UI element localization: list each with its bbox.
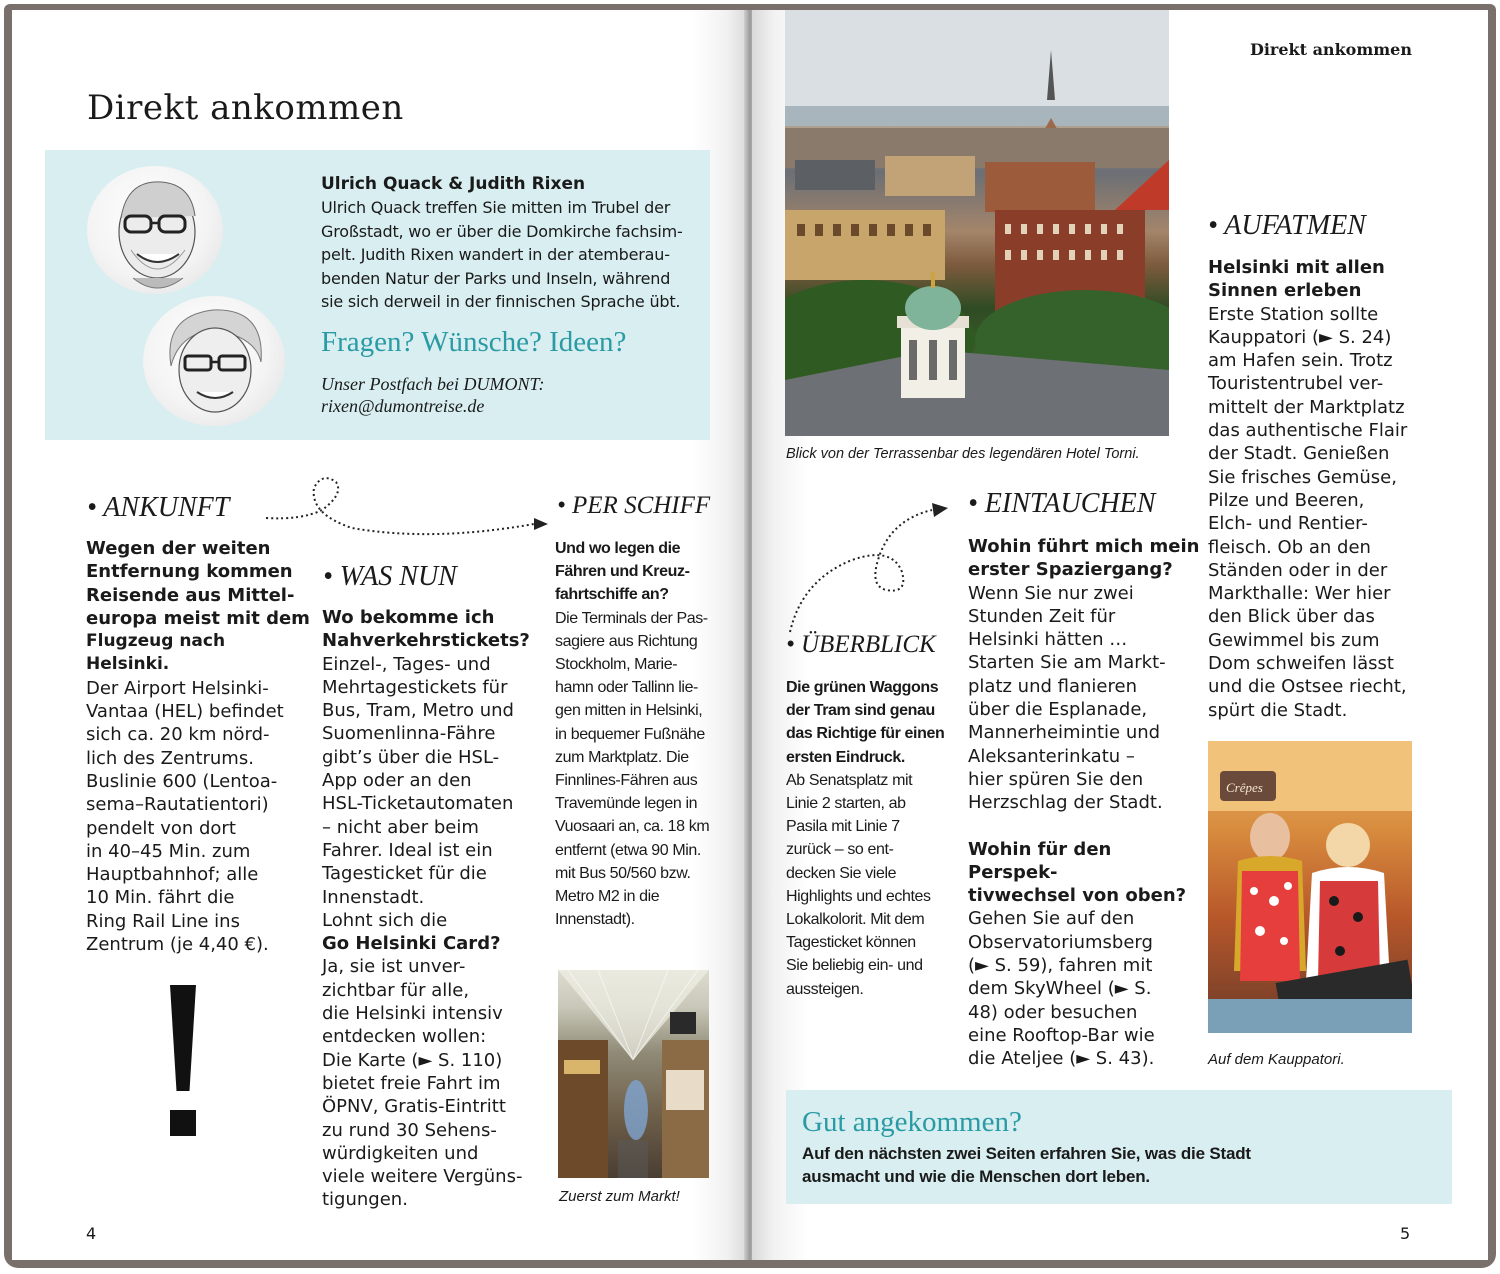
page-number-left: 4 <box>86 1224 97 1243</box>
ueberblick-text-line: aussteigen. <box>786 980 864 998</box>
ankunft-column <box>86 537 311 956</box>
was-nun-text-line: die Helsinki intensiv <box>322 1003 503 1025</box>
aufatmen-text-line: Kauppatori (► S. 24) <box>1208 326 1392 348</box>
kauppatori-photo <box>1208 741 1412 1033</box>
aufatmen-text-line: fleisch. Ob an den <box>1208 536 1371 558</box>
eintauchen-text-line: Stunden Zeit für <box>968 605 1116 627</box>
ueberblick-text-line: Linie 2 starten, ab <box>786 795 906 813</box>
was-nun-text-line: entdecken wollen: <box>322 1026 487 1048</box>
ankunft-bold-line: Wegen der weiten <box>86 538 271 559</box>
author-portrait-judith <box>143 296 285 426</box>
per-schiff-text-line: in bequemer Fußnähe <box>555 725 705 743</box>
mailbox-label: Unser Postfach bei DUMONT: <box>321 373 545 394</box>
ueberblick-text-line: Sie beliebig ein- und <box>786 957 923 975</box>
kauppatori-caption: Auf dem Kauppatori. <box>1208 1051 1345 1068</box>
ueberblick-bold-line: Die grünen Waggons <box>786 679 939 696</box>
authors-text-line: pelt. Judith Rixen wandert in der atemberau- <box>321 245 670 264</box>
was-nun-text-line: Lohnt sich die <box>322 909 448 931</box>
per-schiff-text-line: Metro M2 in die <box>555 888 660 906</box>
ueberblick-text-line: Pasila mit Linie 7 <box>786 818 900 836</box>
ueberblick-text-line: zurück – so ent- <box>786 841 894 859</box>
eintauchen-text-line: (► S. 59), fahren mit <box>968 955 1153 977</box>
was-nun-text-line: Mehrtagestickets für <box>322 676 508 698</box>
ankunft-text-line: in 40–45 Min. zum <box>86 840 251 862</box>
aufatmen-bold-line: Sinnen erleben <box>1208 280 1362 302</box>
was-nun-text-line: zichtbar für alle, <box>322 979 470 1001</box>
authors-text-line: benden Natur der Parks und Inseln, während <box>321 268 671 288</box>
per-schiff-text-line: Travemünde legen in <box>555 795 698 813</box>
aufatmen-text-line: spürt die Stadt. <box>1208 699 1348 721</box>
heading-was-nun: • WAS NUN <box>323 561 457 592</box>
heading-per-schiff: • PER SCHIFF <box>557 492 711 519</box>
aufatmen-text-line: den Blick über das <box>1208 606 1375 628</box>
was-nun-text-line: bietet freie Fahrt im <box>322 1072 501 1094</box>
eintauchen-column <box>968 535 1200 1071</box>
aufatmen-text-line: Sie frisches Gemüse, <box>1208 466 1397 488</box>
eintauchen-bold-line: erster Spaziergang? <box>968 559 1173 581</box>
page-title: Direkt ankommen <box>87 88 404 128</box>
right-page <box>752 10 1488 1260</box>
eintauchen-text-line: Mannerheimintie und <box>968 722 1161 744</box>
aufatmen-text-line: der Stadt. Genießen <box>1208 443 1390 465</box>
helsinki-skyline-photo <box>785 10 1169 436</box>
aufatmen-text-line: Gewimmel bis zum <box>1208 629 1380 651</box>
was-nun-text-line: zu rund 30 Sehens- <box>322 1119 497 1141</box>
ankunft-bold-line: Entfernung kommen <box>86 561 293 583</box>
eintauchen-text-line: Aleksanterinkatu – <box>968 745 1135 767</box>
exclamation-mark-icon <box>170 985 196 1091</box>
per-schiff-text-line: entfernt (etwa 90 Min. <box>555 841 701 859</box>
heading-eintauchen: • EINTAUCHEN <box>968 488 1156 519</box>
eintauchen-bold-line: Wohin führt mich mein <box>968 536 1200 557</box>
ankunft-text-line: Vantaa (HEL) befindet <box>86 701 284 723</box>
aufatmen-column <box>1208 256 1426 722</box>
per-schiff-text-line: mit Bus 50/560 bzw. <box>555 864 691 882</box>
aufatmen-text-line: Markthalle: Wer hier <box>1208 583 1391 605</box>
authors-box <box>45 150 710 440</box>
per-schiff-text-line: Die Terminals der Pas- <box>555 609 708 627</box>
market-caption: Zuerst zum Markt! <box>559 1188 680 1205</box>
authors-text-line: Ulrich Quack treffen Sie mitten im Trubel der <box>321 198 671 217</box>
page-number-right: 5 <box>1400 1224 1411 1243</box>
contact-email[interactable]: rixen@dumontreise.de <box>321 395 485 416</box>
per-schiff-text-line: gen mitten in Helsinki, <box>555 702 703 720</box>
aufatmen-text-line: Dom schweifen lässt <box>1208 653 1394 675</box>
authors-text-line: sie sich derweil in der finnischen Sprache übt. <box>321 292 681 311</box>
aufatmen-text-line: das authentische Flair <box>1208 420 1408 442</box>
was-nun-text-line: – nicht aber beim <box>322 816 479 838</box>
was-nun-text-line: ÖPNV, Gratis-Eintritt <box>322 1096 506 1118</box>
was-nun-text-line: tigungen. <box>322 1189 408 1211</box>
aufatmen-text-line: Touristentrubel ver- <box>1208 373 1384 395</box>
ueberblick-bold-line: der Tram sind genau <box>786 702 935 720</box>
ankunft-text-line: Ring Rail Line ins <box>86 910 240 932</box>
aufatmen-text-line: Elch- und Rentier- <box>1208 513 1368 535</box>
authors-text <box>321 196 706 314</box>
was-nun-bold-line: Wo bekomme ich <box>322 607 495 628</box>
ankunft-text-line: Zentrum (je 4,40 €). <box>86 934 269 956</box>
ankunft-text-line: lich des Zentrums. <box>86 747 254 769</box>
ankunft-text-line: Buslinie 600 (Lentoa- <box>86 770 278 792</box>
bottom-box-line: ausmacht und wie die Menschen dort leben. <box>802 1167 1150 1186</box>
ankunft-text-line: pendelt von dort <box>86 817 236 839</box>
eintauchen-text-line: die Ateljee (► S. 43). <box>968 1048 1155 1070</box>
was-nun-text-line: Innenstadt. <box>322 886 425 908</box>
bottom-box-line: Auf den nächsten zwei Seiten erfahren Sie, was die Stadt <box>802 1144 1251 1163</box>
was-nun-column <box>322 606 547 1212</box>
ueberblick-bold-line: ersten Eindruck. <box>786 748 905 766</box>
author-portrait-ulrich <box>87 166 223 294</box>
bottom-box-text <box>802 1142 1251 1188</box>
was-nun-text-line: würdigkeiten und <box>322 1142 479 1164</box>
authors-text-line: Großstadt, wo er über die Domkirche fachsim- <box>321 221 683 241</box>
paragraph-gap <box>968 815 1200 838</box>
per-schiff-text-line: Innenstadt). <box>555 911 635 929</box>
eintauchen-text-line: dem SkyWheel (► S. <box>968 978 1152 1000</box>
heading-ankunft: • ANKUNFT <box>87 492 230 523</box>
was-nun-text-line: Tagesticket für die <box>322 863 487 885</box>
per-schiff-text-line: hamn oder Tallinn lie- <box>555 679 698 697</box>
dotted-arrow-ueberblick <box>782 490 962 640</box>
aufatmen-text-line: mittelt der Marktplatz <box>1208 396 1405 418</box>
ankunft-text-line: sich ca. 20 km nörd- <box>86 724 270 746</box>
stall-sign-text: Crêpes <box>1226 780 1263 795</box>
was-nun-text-line: gibt’s über die HSL- <box>322 746 500 768</box>
ueberblick-text-line: decken Sie viele <box>786 864 897 882</box>
eintauchen-text-line: Starten Sie am Markt- <box>968 652 1166 674</box>
was-nun-text-line: HSL-Ticketautomaten <box>322 793 514 815</box>
ankunft-text-line: Hauptbahnhof; alle <box>86 864 259 886</box>
ankunft-text-line: 10 Min. fährt die <box>86 887 235 909</box>
left-page <box>12 10 748 1260</box>
eintauchen-text-line: 48) oder besuchen <box>968 1001 1138 1023</box>
ueberblick-text-line: Highlights und echtes <box>786 887 931 905</box>
aufatmen-text-line: und die Ostsee riecht, <box>1208 676 1407 698</box>
was-nun-text-line: Die Karte (► S. 110) <box>322 1049 503 1071</box>
was-nun-text-line: Ja, sie ist unver- <box>322 956 466 978</box>
heading-ueberblick: • ÜBERBLICK <box>786 631 936 658</box>
aufatmen-text-line: am Hafen sein. Trotz <box>1208 350 1393 372</box>
eintauchen-text-line: Observatoriumsberg <box>968 931 1153 953</box>
was-nun-bold-line: Nahverkehrstickets? <box>322 630 530 652</box>
aufatmen-text-line: Erste Station sollte <box>1208 303 1379 325</box>
per-schiff-text-line: sagiere aus Richtung <box>555 632 698 650</box>
was-nun-text-line: App oder an den <box>322 770 472 792</box>
per-schiff-text-line: Stockholm, Marie- <box>555 656 678 674</box>
ankunft-bold-line: Flugzeug nach Helsinki. <box>86 631 226 675</box>
per-schiff-text-line: Finnlines-Fähren aus <box>555 772 698 790</box>
per-schiff-column <box>555 537 725 931</box>
heading-aufatmen: • AUFATMEN <box>1208 210 1366 241</box>
per-schiff-bold-line: Und wo legen die <box>555 540 681 557</box>
eintauchen-text-line: Gehen Sie auf den <box>968 908 1135 930</box>
was-nun-text-line: Suomenlinna-Fähre <box>322 723 496 745</box>
ankunft-text-line: sema–Rautatientori) <box>86 794 269 816</box>
eintauchen-bold-line: tivwechsel von oben? <box>968 885 1187 907</box>
ankunft-bold-line: Reisende aus Mittel- <box>86 584 295 606</box>
eintauchen-text-line: eine Rooftop-Bar wie <box>968 1024 1155 1046</box>
per-schiff-bold-line: Fähren und Kreuz- <box>555 563 690 581</box>
per-schiff-text-line: Vuosaari an, ca. 18 km <box>555 818 710 836</box>
eintauchen-text-line: platz und flanieren <box>968 675 1137 697</box>
ankunft-bold-line: europa meist mit dem <box>86 607 310 629</box>
eintauchen-text-line: hier spüren Sie den <box>968 768 1144 790</box>
market-hall-photo <box>558 970 709 1178</box>
bottom-box-title: Gut angekommen? <box>802 1106 1022 1138</box>
ueberblick-text-line: Tagesticket können <box>786 934 916 952</box>
per-schiff-bold-line: fahrtschiffe an? <box>555 586 669 604</box>
eintauchen-text-line: Herzschlag der Stadt. <box>968 792 1163 814</box>
aufatmen-text-line: Pilze und Beeren, <box>1208 489 1365 511</box>
eintauchen-text-line: Helsinki hätten … <box>968 629 1128 651</box>
exclamation-dot-icon <box>170 1110 196 1136</box>
skyline-caption: Blick von der Terrassenbar des legendären Hotel Torni. <box>786 446 1140 462</box>
was-nun-text-line: Fahrer. Ideal ist ein <box>322 839 493 861</box>
ueberblick-column <box>786 676 956 1001</box>
bottom-info-box <box>786 1090 1452 1204</box>
eintauchen-bold-line: Wohin für den Perspek- <box>968 838 1112 883</box>
eintauchen-text-line: über die Esplanade, <box>968 699 1148 721</box>
ueberblick-text-line: Lokalkolorit. Mit dem <box>786 911 925 929</box>
ueberblick-bold-line: das Richtige für einen <box>786 725 945 743</box>
ueberblick-text-line: Ab Senatsplatz mit <box>786 771 913 789</box>
per-schiff-text-line: zum Marktplatz. Die <box>555 748 689 766</box>
was-nun-text-line: Einzel-, Tages- und <box>322 653 491 675</box>
was-nun-text-line: Bus, Tram, Metro und <box>322 700 514 722</box>
authors-names: Ulrich Quack & Judith Rixen <box>321 174 586 194</box>
eintauchen-text-line: Wenn Sie nur zwei <box>968 582 1134 604</box>
contact-question: Fragen? Wünsche? Ideen? <box>321 325 627 358</box>
running-head: Direkt ankommen <box>1249 40 1412 59</box>
was-nun-text-line: viele weitere Vergüns- <box>322 1166 523 1188</box>
aufatmen-text-line: Ständen oder in der <box>1208 559 1388 581</box>
aufatmen-bold-line: Helsinki mit allen <box>1208 257 1385 278</box>
ankunft-text-line: Der Airport Helsinki- <box>86 677 269 699</box>
was-nun-bold-line: Go Helsinki Card? <box>322 933 501 955</box>
